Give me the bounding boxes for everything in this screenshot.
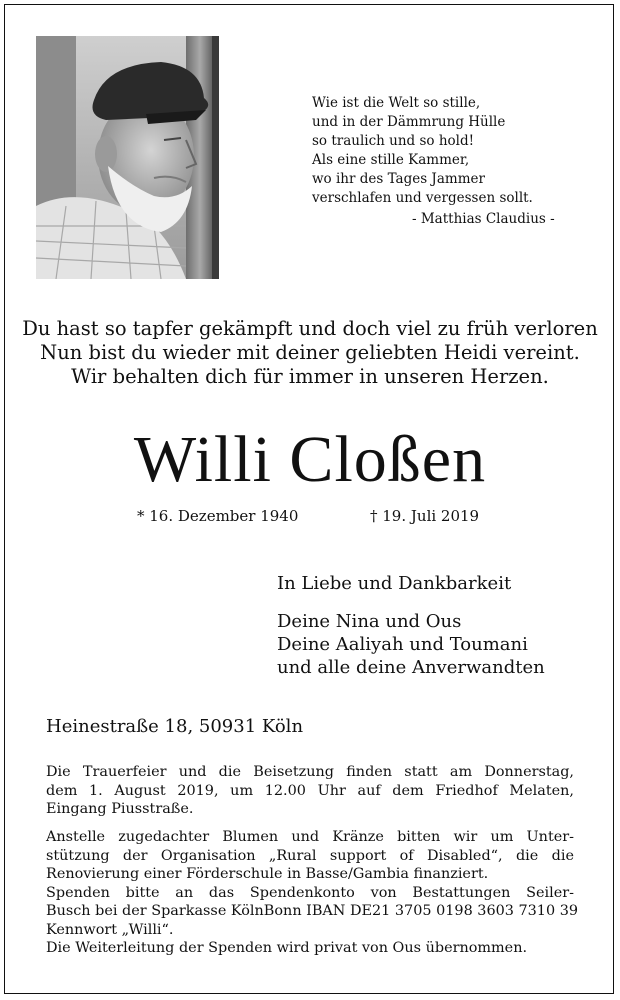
farewell-line: Wir behalten dich für immer in unseren Herzen. xyxy=(71,365,549,388)
address: Heinestraße 18, 50931 Köln xyxy=(46,716,304,737)
dedication: In Liebe und Dankbarkeit xyxy=(277,573,512,594)
donation-line: Spenden bitte an das Spendenkonto von Bestattungen Seiler- xyxy=(46,884,574,901)
poem-line: und in der Dämmrung Hülle xyxy=(312,114,506,130)
poem-author: - Matthias Claudius - xyxy=(412,211,555,227)
deceased-name: Willi Cloßen xyxy=(133,423,487,496)
poem-line: wo ihr des Tages Jammer xyxy=(312,171,485,187)
farewell-text xyxy=(0,317,620,389)
poem xyxy=(312,94,555,229)
farewell-line: Nun bist du wieder mit deiner geliebten Heidi vereint. xyxy=(40,341,580,364)
mourner-line: und alle deine Anverwandten xyxy=(277,657,545,678)
farewell-line: Du hast so tapfer gekämpft und doch viel zu früh verloren xyxy=(22,317,598,340)
funeral-line: dem 1. August 2019, um 12.00 Uhr auf dem Friedhof Melaten, xyxy=(46,782,574,799)
birth-date: * 16. Dezember 1940 xyxy=(137,507,299,525)
donation-line: stützung der Organisation „Rural support of Disabled“, die die xyxy=(46,847,574,864)
poem-line: Wie ist die Welt so stille, xyxy=(312,95,481,111)
portrait-photo xyxy=(36,36,219,279)
death-date: † 19. Juli 2019 xyxy=(370,507,480,525)
donation-line: Kennwort „Willi“. xyxy=(46,921,174,938)
mourners xyxy=(277,610,545,679)
poem-line: Als eine stille Kammer, xyxy=(312,152,470,168)
mourner-line: Deine Nina und Ous xyxy=(277,611,462,632)
donation-info xyxy=(46,828,579,958)
funeral-info xyxy=(46,763,574,819)
funeral-line: Die Trauerfeier und die Beisetzung finden statt am Donnerstag, xyxy=(46,764,574,780)
funeral-line: Eingang Piusstraße. xyxy=(46,801,194,817)
donation-line: Renovierung einer Förderschule in Basse/Gambia finanziert. xyxy=(46,866,489,882)
mourner-line: Deine Aaliyah und Toumani xyxy=(277,634,528,655)
poem-line: so traulich und so hold! xyxy=(312,133,475,149)
poem-line: verschlafen und vergessen sollt. xyxy=(312,190,533,206)
donation-line: Die Weiterleitung der Spenden wird privat von Ous übernommen. xyxy=(46,940,528,956)
donation-line: Anstelle zugedachter Blumen und Kränze bitten wir um Unter- xyxy=(46,829,574,845)
donation-line: Busch bei der Sparkasse KölnBonn IBAN DE21 3705 0198 3603 7310 39 xyxy=(46,903,579,919)
